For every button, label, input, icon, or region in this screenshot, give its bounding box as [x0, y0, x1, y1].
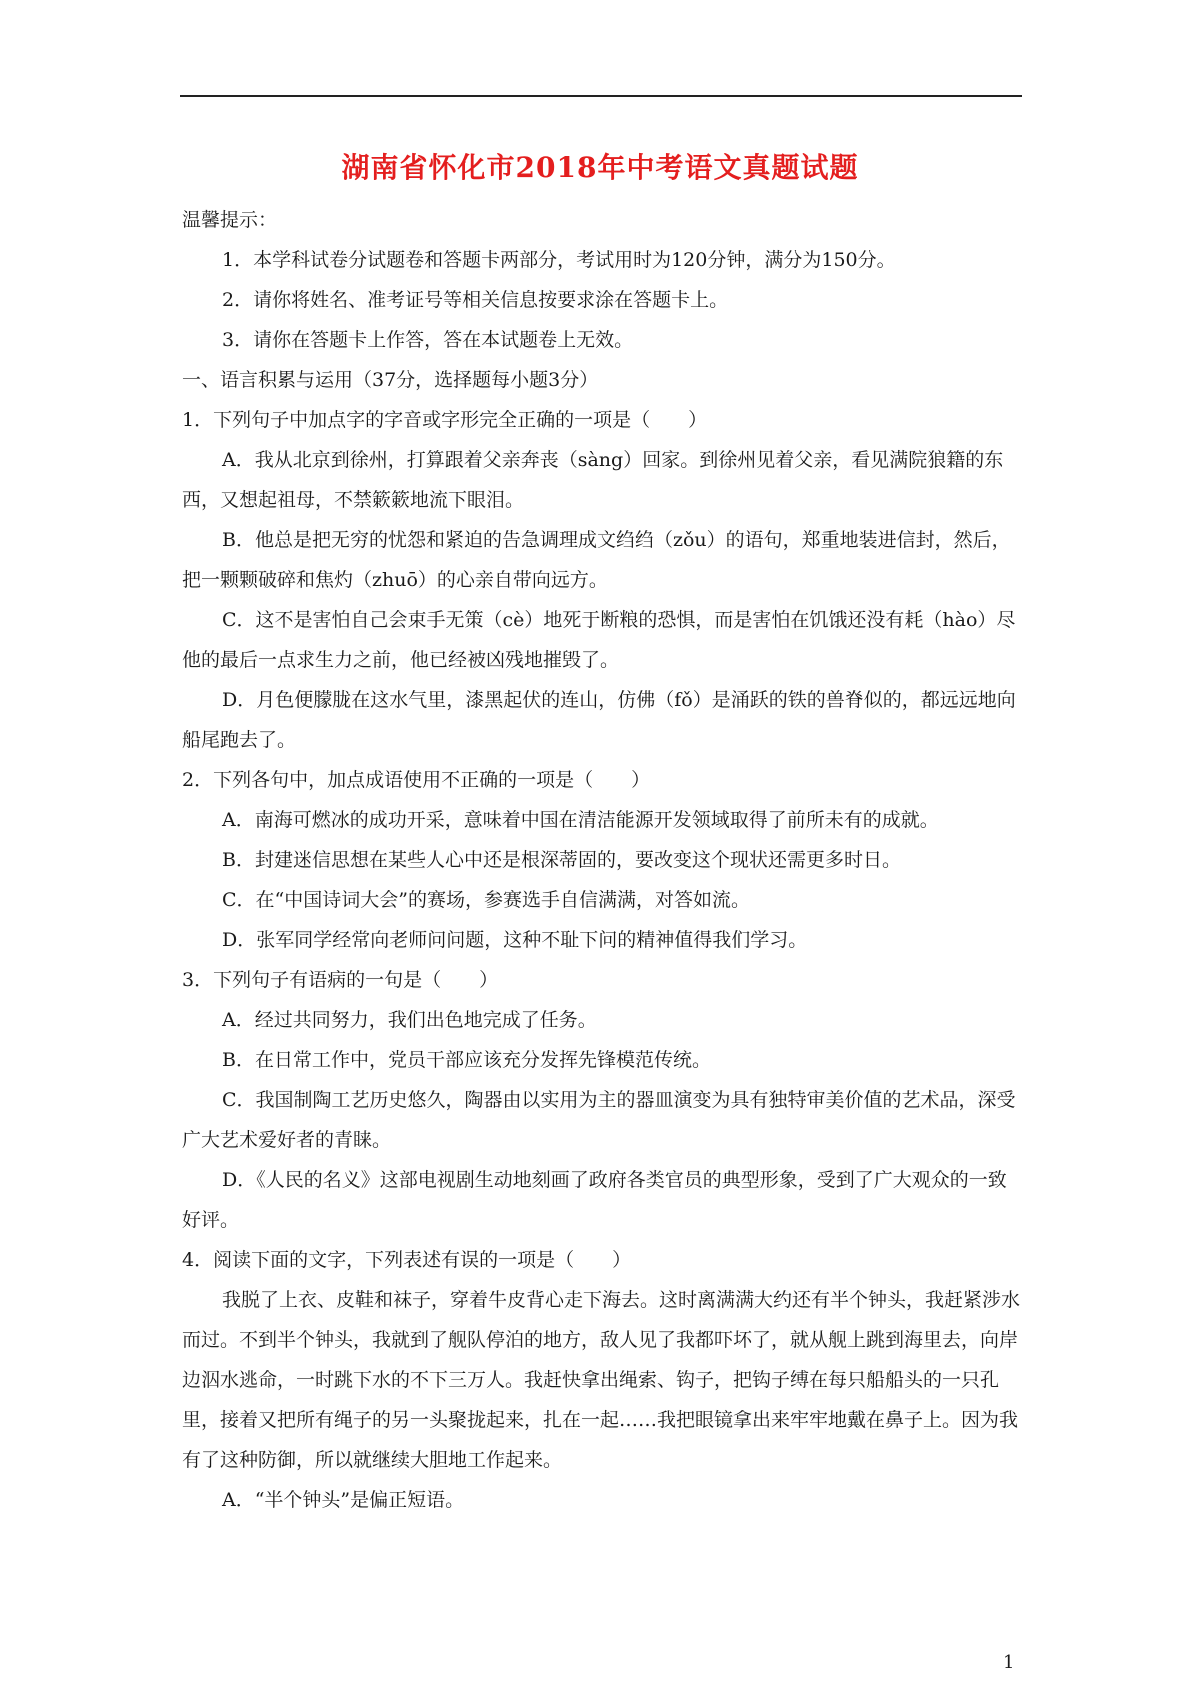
question-2-stem: 2．下列各句中，加点成语使用不正确的一项是（ ） [182, 769, 651, 791]
question-2-option-a: A．南海可燃冰的成功开采，意味着中国在清洁能源开发领域取得了前所未有的成就。 [222, 809, 939, 831]
tip-2: 2．请你将姓名、准考证号等相关信息按要求涂在答题卡上。 [222, 289, 729, 311]
question-2-option-b: B．封建迷信思想在某些人心中还是根深蒂固的，要改变这个现状还需更多时日。 [222, 849, 901, 871]
question-1-option-a: A．我从北京到徐州，打算跟着父亲奔丧（sàng）回家。到徐州见着父亲，看见满院狼籍的东西，又想起祖母，不禁簌簌地流下眼泪。 [182, 449, 1004, 511]
question-4-stem: 4．阅读下面的文字，下列表述有误的一项是（ ） [182, 1249, 632, 1271]
question-3-option-d: D．《人民的名义》这部电视剧生动地刻画了政府各类官员的典型形象，受到了广大观众的一致好评。 [182, 1169, 1007, 1231]
tips-heading: 温馨提示： [182, 209, 278, 231]
header-rule [180, 95, 1022, 97]
section-heading: 一、语言积累与运用（37分，选择题每小题3分） [182, 369, 599, 391]
question-1-stem: 1．下列句子中加点字的字音或字形完全正确的一项是（ ） [182, 409, 708, 431]
question-3-option-a: A．经过共同努力，我们出色地完成了任务。 [222, 1009, 597, 1031]
document-body [182, 200, 1022, 1520]
question-4-option-a: A．“半个钟头”是偏正短语。 [222, 1489, 465, 1511]
page-number: 1 [1003, 1652, 1015, 1673]
tip-1: 1．本学科试卷分试题卷和答题卡两部分，考试用时为120分钟，满分为150分。 [222, 249, 896, 271]
question-3-option-b: B．在日常工作中，党员干部应该充分发挥先锋模范传统。 [222, 1049, 711, 1071]
question-3-option-c: C．我国制陶工艺历史悠久，陶器由以实用为主的器皿演变为具有独特审美价值的艺术品，深受广大艺术爱好者的青睐。 [182, 1089, 1016, 1151]
question-4-passage: 我脱了上衣、皮鞋和袜子，穿着牛皮背心走下海去。这时离满满大约还有半个钟头，我赶紧涉水而过。不到半个钟头，我就到了舰队停泊的地方，敌人见了我都吓坏了，就从舰上跳到海里去，向岸边泅水逃命，一时跳下水的不下三万人。我赶快拿出绳索、钩子，把钩子缚在每只船船头的一只孔里，接着又把所有绳子的另一头聚拢起来，扎在一起……我把眼镜拿出来牢牢地戴在鼻子上。因为我有了这种防御，所以就继续大胆地工作起来。 [182, 1289, 1021, 1471]
question-1-option-c: C．这不是害怕自己会束手无策（cè）地死于断粮的恐惧，而是害怕在饥饿还没有耗（hào）尽他的最后一点求生力之前，他已经被凶残地摧毁了。 [182, 609, 1016, 671]
document-title: 湖南省怀化市2018年中考语文真题试题 [341, 151, 859, 184]
question-2-option-c: C．在“中国诗词大会”的赛场，参赛选手自信满满，对答如流。 [222, 889, 750, 911]
question-3-stem: 3．下列句子有语病的一句是（ ） [182, 969, 499, 991]
question-2-option-d: D．张军同学经常向老师问问题，这种不耻下问的精神值得我们学习。 [222, 929, 808, 951]
question-1-option-d: D．月色便朦胧在这水气里，漆黑起伏的连山，仿佛（fǒ）是涌跃的铁的兽脊似的，都远远地向船尾跑去了。 [182, 689, 1016, 751]
question-1-option-b: B．他总是把无穷的忧怨和紧迫的告急调理成文绉绉（zǒu）的语句，郑重地装进信封，然后，把一颗颗破碎和焦灼（zhuō）的心亲自带向远方。 [182, 529, 1011, 591]
tip-3: 3．请你在答题卡上作答，答在本试题卷上无效。 [222, 329, 634, 351]
